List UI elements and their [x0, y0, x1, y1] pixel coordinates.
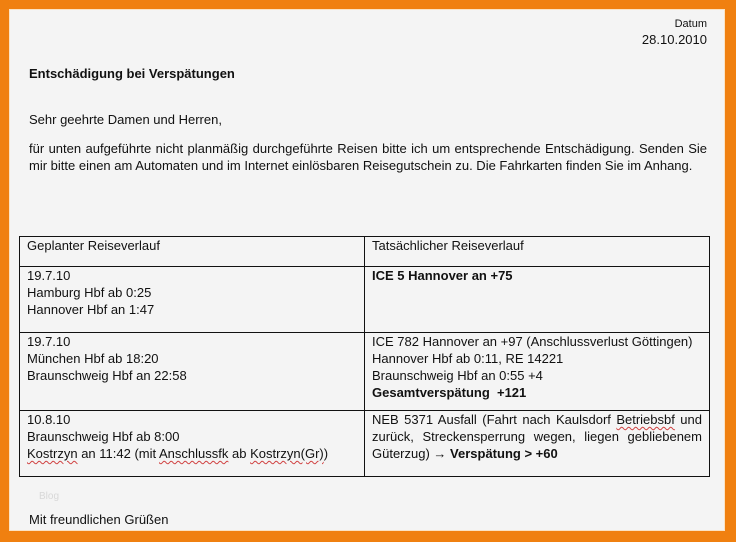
- actual-cell: [365, 267, 710, 333]
- date-value: 28.10.2010: [641, 32, 707, 47]
- delay-summary: Verspätung > +60: [450, 446, 558, 461]
- trip-line: Braunschweig Hbf an 0:55 +4: [372, 368, 543, 383]
- planned-cell: [20, 267, 365, 333]
- text-fragment: und zurück, Streckensperrung wegen, liegen gebliebenem Güterzug) →: [372, 412, 702, 461]
- subject-line: Entschädigung bei Verspätungen: [29, 66, 235, 81]
- trip-date: 10.8.10: [27, 412, 71, 427]
- text-fragment: ): [323, 446, 329, 461]
- body-paragraph: für unten aufgeführte nicht planmäßig durchgeführte Reisen bitte ich um entsprechende Entschädigung. Senden Sie mir bitte einen am Automaten und im Internet einlösbaren Reisegutschein zu. Die Fahrkarten finden Sie im Anhang.: [29, 141, 707, 173]
- trip-line: ICE 782 Hannover an +97 (Anschlussverlust Göttingen): [372, 334, 693, 349]
- text-fragment: NEB 5371 Ausfall (Fahrt nach Kaulsdorf: [372, 412, 617, 427]
- trip-line: Hannover Hbf an 1:47: [27, 302, 155, 317]
- trip-date: 19.7.10: [27, 268, 71, 283]
- trip-line: Hamburg Hbf ab 0:25: [27, 285, 152, 300]
- salutation: Sehr geehrte Damen und Herren,: [29, 112, 222, 127]
- trip-date: 19.7.10: [27, 334, 71, 349]
- spellcheck-word: Kostrzyn: [27, 446, 78, 461]
- watermark: Blog: [39, 491, 60, 502]
- text-fragment: ab: [228, 446, 251, 461]
- spellcheck-word: Betriebsbf: [616, 412, 675, 427]
- total-delay: Gesamtverspätung +121: [372, 385, 527, 400]
- trip-line: Hannover Hbf ab 0:11, RE 14221: [372, 351, 564, 366]
- text-fragment: an 11:42 (mit: [77, 446, 159, 461]
- date-label: Datum: [674, 18, 707, 30]
- planned-cell: [20, 333, 365, 411]
- table-header-row: [20, 237, 710, 267]
- letter-page: [9, 9, 725, 531]
- actual-cell: [365, 411, 710, 477]
- trip-table: [19, 236, 710, 477]
- table-row: [20, 411, 710, 477]
- header-actual: Tatsächlicher Reiseverlauf: [365, 237, 710, 267]
- table-row: [20, 333, 710, 411]
- trip-line: Braunschweig Hbf an 22:58: [27, 368, 187, 383]
- trip-line: Braunschweig Hbf ab 8:00: [27, 429, 180, 444]
- trip-line: München Hbf ab 18:20: [27, 351, 159, 366]
- cancellation-text: [372, 411, 702, 462]
- closing-line: Mit freundlichen Grüßen: [29, 512, 169, 527]
- actual-cell: [365, 333, 710, 411]
- trip-line-connection: [27, 445, 357, 462]
- spellcheck-word: Kostrzyn(Gr): [250, 446, 324, 461]
- spellcheck-word: Anschlussfk: [159, 446, 229, 461]
- header-planned: Geplanter Reiseverlauf: [20, 237, 365, 267]
- table-row: [20, 267, 710, 333]
- delay-line: ICE 5 Hannover an +75: [372, 268, 513, 283]
- planned-cell: [20, 411, 365, 477]
- date-block: [642, 17, 707, 47]
